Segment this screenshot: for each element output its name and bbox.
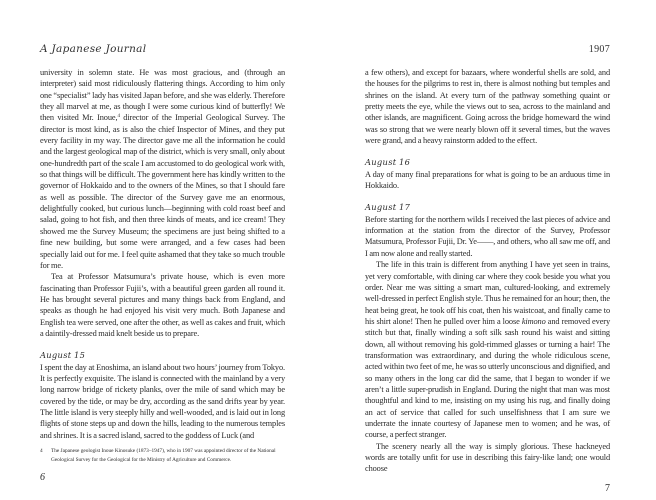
paragraph: a few others), and except for bazaars, where wonderful shells are sold, and the houses for the pilgrims to rest in, there is almost nothing but temples and shrines on the island. At every turn of the pathway something quaint or pretty meets the eye, while the views out to sea, across to the mainland and other islands, are magnificent. Going across the bridge homeward the wind was so strong that we were nearly blown off it several times, but the waves were grand, and a heavy rainstorm added to the effect. xyxy=(365,68,610,146)
paragraph: Before starting for the northern wilds I received the last pieces of advice and information at the station from the director of the Survey, Professor Matsumura, Professor Fujii, Dr. Ye——, and others, who all saw me off, and I am now alone and really started. xyxy=(365,214,610,258)
right-page xyxy=(328,0,656,495)
paragraph xyxy=(40,67,285,271)
page-number: 7 xyxy=(605,482,610,494)
paragraph-text: university in solemn state. He was most gracious, and (through an interpreter) said most ridiculously flattering things. According to him only one “specialist” lady has visited Japan before, and she was elderly. Therefore they all marvel at me, as though I were some curious kind of butterfly! We then visited Mr. Inoue, xyxy=(40,68,285,123)
paragraph xyxy=(365,259,610,441)
running-head-year: 1907 xyxy=(588,44,610,55)
paragraph-text: director of the Imperial Geological Survey. The director is most kind, as is also the chief Inspector of Mines, and they put every facility in my way. The director gave me all the information he could and the largest geological map of the district, which is very small, only about one-hundredth part of the scale I am accustomed to do geological work with, so that things will be difficult. The government here has kindly written to the governor of Hokkaido and to the owners of the Mines, so that I should fare as well as possible. The director of the Survey gave me an enormous, delightfully cooked, but curious lunch—beginning with cold roast beef and salad, going to hot fish, and then three kinds of meats, and ice cream! They showed me the Survey Museum; the specimens are just being shifted to a fine new building, but some were arranged, and a few cases had been specially laid out for me. I feel quite ashamed that they take so much trouble for me. xyxy=(40,113,285,270)
footnote xyxy=(40,447,285,464)
footnote-number: 4 xyxy=(40,448,43,454)
paragraph-text: The life in this train is different from anything I have yet seen in trains, yet very comfortable, with dining car where they cook beside you what you order. Near me was sitting a smart man, cultured-looking, and extremely well-dressed in perfect English style. Thus he remained for an hour; then, the heat being great, he took off his coat, then his waistcoat, and finally came to his shirt alone! Then he pulled over him a loose xyxy=(365,260,610,326)
entry-date-heading: August 17 xyxy=(365,202,411,213)
italic-term: kimono xyxy=(521,316,546,326)
paragraph: A day of many final preparations for what is going to be an arduous time in Hokkaido. xyxy=(365,169,610,191)
left-page xyxy=(0,0,328,495)
entry-date-heading: August 16 xyxy=(365,157,411,168)
paragraph: Tea at Professor Matsumura’s private house, which is even more fascinating than Professor Fujii’s, with a beautiful green garden all round it. He has brought several pictures and many things back from England, and speaks as though he had enjoyed his visit very much. Both Japanese and English tea were served, one after the other, as well as cakes and fruit, which a daintily-dressed maid knelt beside us to prepare. xyxy=(40,272,285,338)
paragraph: I spent the day at Enoshima, an island about two hours’ journey from Tokyo. It is perfectly exquisite. The island is connected with the mainland by a very long narrow bridge of rickety planks, over the mile of sand which may be covered by the tide, or may be dry, according as the sand drifts year by year. The little island is very steeply hilly and well-wooded, and is laid out in long flights of stone steps up and down the hills, leading to the numerous temples and shrines. It is a sacred island, sacred to the goddess of Luck (and xyxy=(40,362,285,440)
paragraph-text: and removed every stitch but that, finally winding a soft silk sash round his waist and sitting down, all without removing his gold-rimmed glasses or turning a hair! The transformation was extraordinary, and during the whole ridiculous scene, acted within two feet of me, he was so utterly unconscious and dignified, and so many others in the long car did the same, that I began to wonder if we aren’t a little super-prudish in England. During the night that man was most thoughtful and kind to me, insisting on my using his rug, and finally doing an act of service that called for such unselfishness that I am sure we underrate the innate courtesy of Japanese men to women; and he was, of course, a perfect stranger. xyxy=(365,316,610,440)
footnote-reference[interactable]: 4 xyxy=(117,114,120,120)
footnote-text: The Japanese geologist Inoue Kinosuke (1873–1947), who in 1907 was appointed director of the National Geological Survey for the Geological for the Ministry of Agriculture and Commerce. xyxy=(51,448,276,463)
page-number: 6 xyxy=(40,472,45,484)
entry-date-heading: August 15 xyxy=(40,350,86,361)
running-head-title: A Japanese Journal xyxy=(40,43,147,55)
paragraph: The scenery nearly all the way is simply glorious. These hackneyed words are totally unfit for use in describing this fairy-like land; one would choose xyxy=(365,441,610,474)
left-page-body xyxy=(40,67,285,441)
right-page-body xyxy=(365,67,610,475)
